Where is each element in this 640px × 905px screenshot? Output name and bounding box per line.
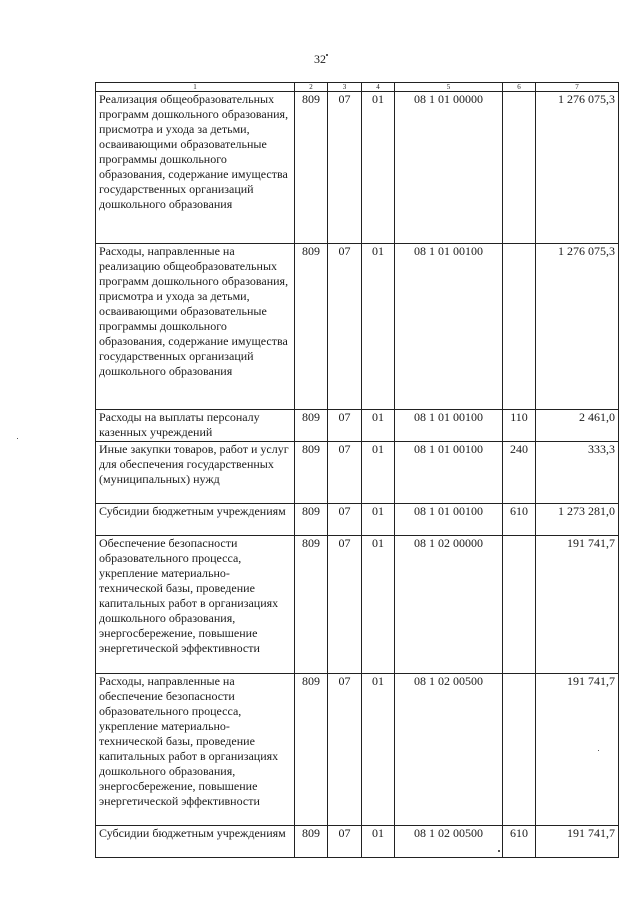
table-row: [96, 442, 619, 504]
scan-speck: [498, 850, 500, 852]
table-row: [96, 92, 619, 244]
expense-type-code: 240: [503, 442, 536, 504]
subsection-code: 01: [362, 92, 395, 244]
amount: 1 276 075,3: [536, 244, 619, 410]
page-number: 32: [314, 52, 326, 66]
amount: 191 741,7: [536, 674, 619, 826]
expense-type-code: [503, 92, 536, 244]
section-code: 07: [328, 536, 362, 674]
table-row: [96, 826, 619, 858]
column-number: 5: [395, 83, 503, 92]
subsection-code: 01: [362, 244, 395, 410]
subsection-code: 01: [362, 442, 395, 504]
table-row: [96, 410, 619, 442]
target-article-code: 08 1 01 00100: [395, 504, 503, 536]
expense-name: Обеспечение безопасности образовательного процесса, укрепление материально-технической базы, проведение капитальных работ в организациях дошкольного образования, энергосбережение, повышение энергетической эффективности: [96, 536, 295, 674]
target-article-code: 08 1 01 00100: [395, 410, 503, 442]
expense-name: Расходы, направленные на реализацию общеобразовательных программ дошкольного образования, присмотра и ухода за детьми, осваивающими образовательные программы дошкольного образования, содержание имущества государственных организаций дошкольного образования: [96, 244, 295, 410]
column-number: 2: [295, 83, 328, 92]
expense-name: Расходы на выплаты персоналу казенных учреждений: [96, 410, 295, 442]
subsection-code: 01: [362, 410, 395, 442]
expense-name: Расходы, направленные на обеспечение безопасности образовательного процесса, укрепление материально-технической базы, проведение капитальных работ в организациях дошкольного образования, энергосбережение, повышение энергетической эффективности: [96, 674, 295, 826]
ministry-code: 809: [295, 674, 328, 826]
scan-speck: [17, 438, 18, 439]
budget-table: [95, 82, 619, 858]
expense-type-code: [503, 536, 536, 674]
expense-type-code: 110: [503, 410, 536, 442]
section-code: 07: [328, 244, 362, 410]
ministry-code: 809: [295, 244, 328, 410]
column-number: 6: [503, 83, 536, 92]
expense-type-code: [503, 244, 536, 410]
table-row: [96, 244, 619, 410]
target-article-code: 08 1 02 00000: [395, 536, 503, 674]
section-code: 07: [328, 504, 362, 536]
amount: 1 276 075,3: [536, 92, 619, 244]
column-number: 4: [362, 83, 395, 92]
subsection-code: 01: [362, 674, 395, 826]
ministry-code: 809: [295, 442, 328, 504]
section-code: 07: [328, 826, 362, 858]
section-code: 07: [328, 410, 362, 442]
target-article-code: 08 1 01 00000: [395, 92, 503, 244]
section-code: 07: [328, 674, 362, 826]
expense-name: Субсидии бюджетным учреждениям: [96, 504, 295, 536]
column-number: 7: [536, 83, 619, 92]
amount: 191 741,7: [536, 826, 619, 858]
expense-type-code: [503, 674, 536, 826]
subsection-code: 01: [362, 504, 395, 536]
expense-name: Субсидии бюджетным учреждениям: [96, 826, 295, 858]
table-row: [96, 674, 619, 826]
subsection-code: 01: [362, 826, 395, 858]
section-code: 07: [328, 92, 362, 244]
target-article-code: 08 1 01 00100: [395, 244, 503, 410]
amount: 333,3: [536, 442, 619, 504]
table-row: [96, 504, 619, 536]
scan-speck: [598, 750, 599, 751]
column-numbers-row: [96, 83, 619, 92]
scan-speck: [326, 54, 328, 56]
expense-name: Реализация общеобразовательных программ дошкольного образования, присмотра и ухода за детьми, осваивающими образовательные программы дошкольного образования, содержание имущества государственных организаций дошкольного образования: [96, 92, 295, 244]
amount: 2 461,0: [536, 410, 619, 442]
ministry-code: 809: [295, 92, 328, 244]
expense-name: Иные закупки товаров, работ и услуг для обеспечения государственных (муниципальных) нужд: [96, 442, 295, 504]
ministry-code: 809: [295, 826, 328, 858]
amount: 191 741,7: [536, 536, 619, 674]
subsection-code: 01: [362, 536, 395, 674]
table-row: [96, 536, 619, 674]
ministry-code: 809: [295, 410, 328, 442]
target-article-code: 08 1 02 00500: [395, 826, 503, 858]
amount: 1 273 281,0: [536, 504, 619, 536]
target-article-code: 08 1 01 00100: [395, 442, 503, 504]
column-number: 1: [96, 83, 295, 92]
expense-type-code: 610: [503, 826, 536, 858]
ministry-code: 809: [295, 536, 328, 674]
section-code: 07: [328, 442, 362, 504]
ministry-code: 809: [295, 504, 328, 536]
expense-type-code: 610: [503, 504, 536, 536]
target-article-code: 08 1 02 00500: [395, 674, 503, 826]
column-number: 3: [328, 83, 362, 92]
